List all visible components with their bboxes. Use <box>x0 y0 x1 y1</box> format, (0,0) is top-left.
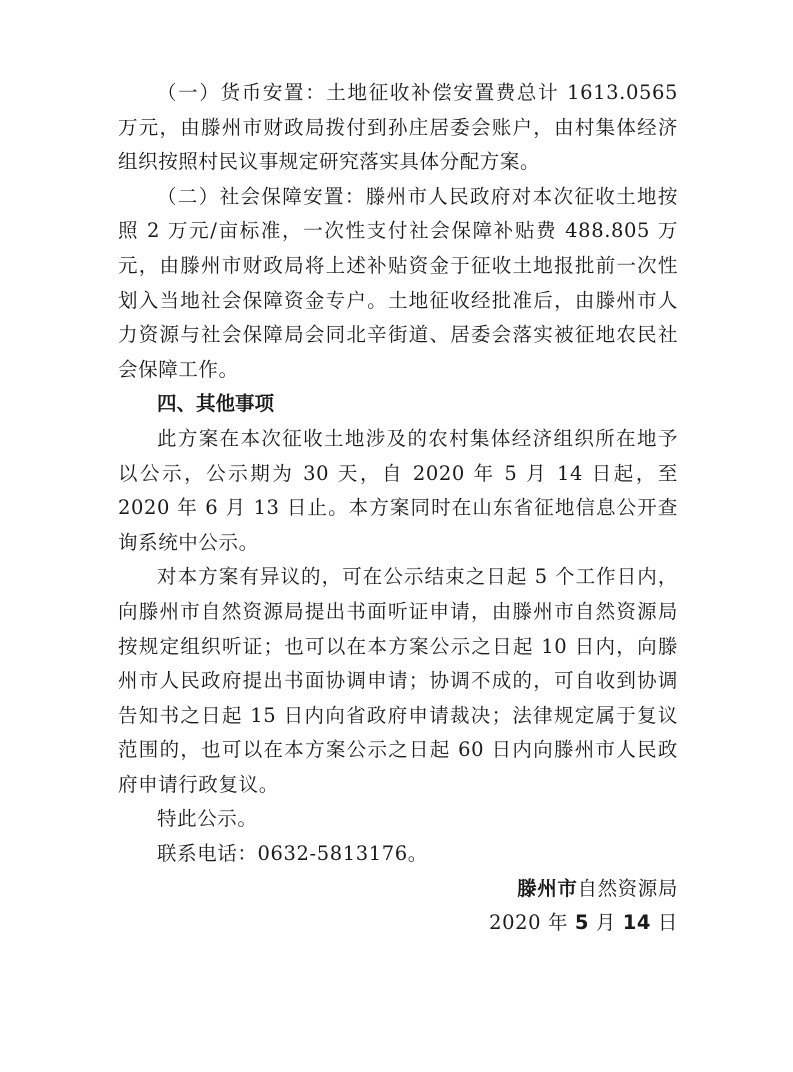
date-year: 2020 <box>489 911 542 935</box>
issuer-department: 自然资源局 <box>577 876 678 900</box>
date-day-suffix: 日 <box>651 911 678 935</box>
issue-date <box>118 906 678 941</box>
contact-phone-line: 联系电话：0632-5813176。 <box>157 842 428 866</box>
objection-paragraph: 对本方案有异议的，可在公示结束之日起 5 个工作日内，向滕州市自然资源局提出书面听证申请，由滕州市自然资源局按规定组织听证；也可以在本方案公示之日起 10 日内，向滕州市人民政府提出书面协调申请；协调不成的，可自收到协调告知书之日起 15 日内向省政府申请裁决；法律规定属于复议范围的，也可以在本方案公示之日起 60 日内向滕州市人民政府申请行政复议。 <box>118 565 678 796</box>
issuer-city: 滕州市 <box>517 876 578 900</box>
date-month: 5 <box>574 911 590 935</box>
notice-line: 特此公示。 <box>157 807 258 831</box>
publicity-paragraph: 此方案在本次征收土地涉及的农村集体经济组织所在地予以公示，公示期为 30 天，自 2020 年 5 月 14 日起，至 2020 年 6 月 13 日止。本方案同时在山东省征地信息公开查询系统中公示。 <box>118 426 678 554</box>
social-security-paragraph: （二）社会保障安置：滕州市人民政府对本次征收土地按照 2 万元/亩标准，一次性支付社会保障补贴费 488.805 万元，由滕州市财政局将上述补贴资金于征收土地报批前一次性划入当地社会保障资金专户。土地征收经批准后，由滕州市人力资源与社会保障局会同北辛街道、居委会落实被征地农民社会保障工作。 <box>118 184 678 381</box>
document-body <box>118 76 678 941</box>
date-day: 14 <box>622 911 652 935</box>
date-month-suffix: 月 <box>589 911 623 935</box>
date-year-suffix: 年 <box>541 911 575 935</box>
money-resettlement-paragraph: （一）货币安置：土地征收补偿安置费总计 1613.0565 万元，由滕州市财政局拨付到孙庄居委会账户，由村集体经济组织按照村民议事规定研究落实具体分配方案。 <box>118 81 678 174</box>
issuer-name <box>118 872 678 907</box>
other-matters-heading: 四、其他事项 <box>157 392 275 416</box>
